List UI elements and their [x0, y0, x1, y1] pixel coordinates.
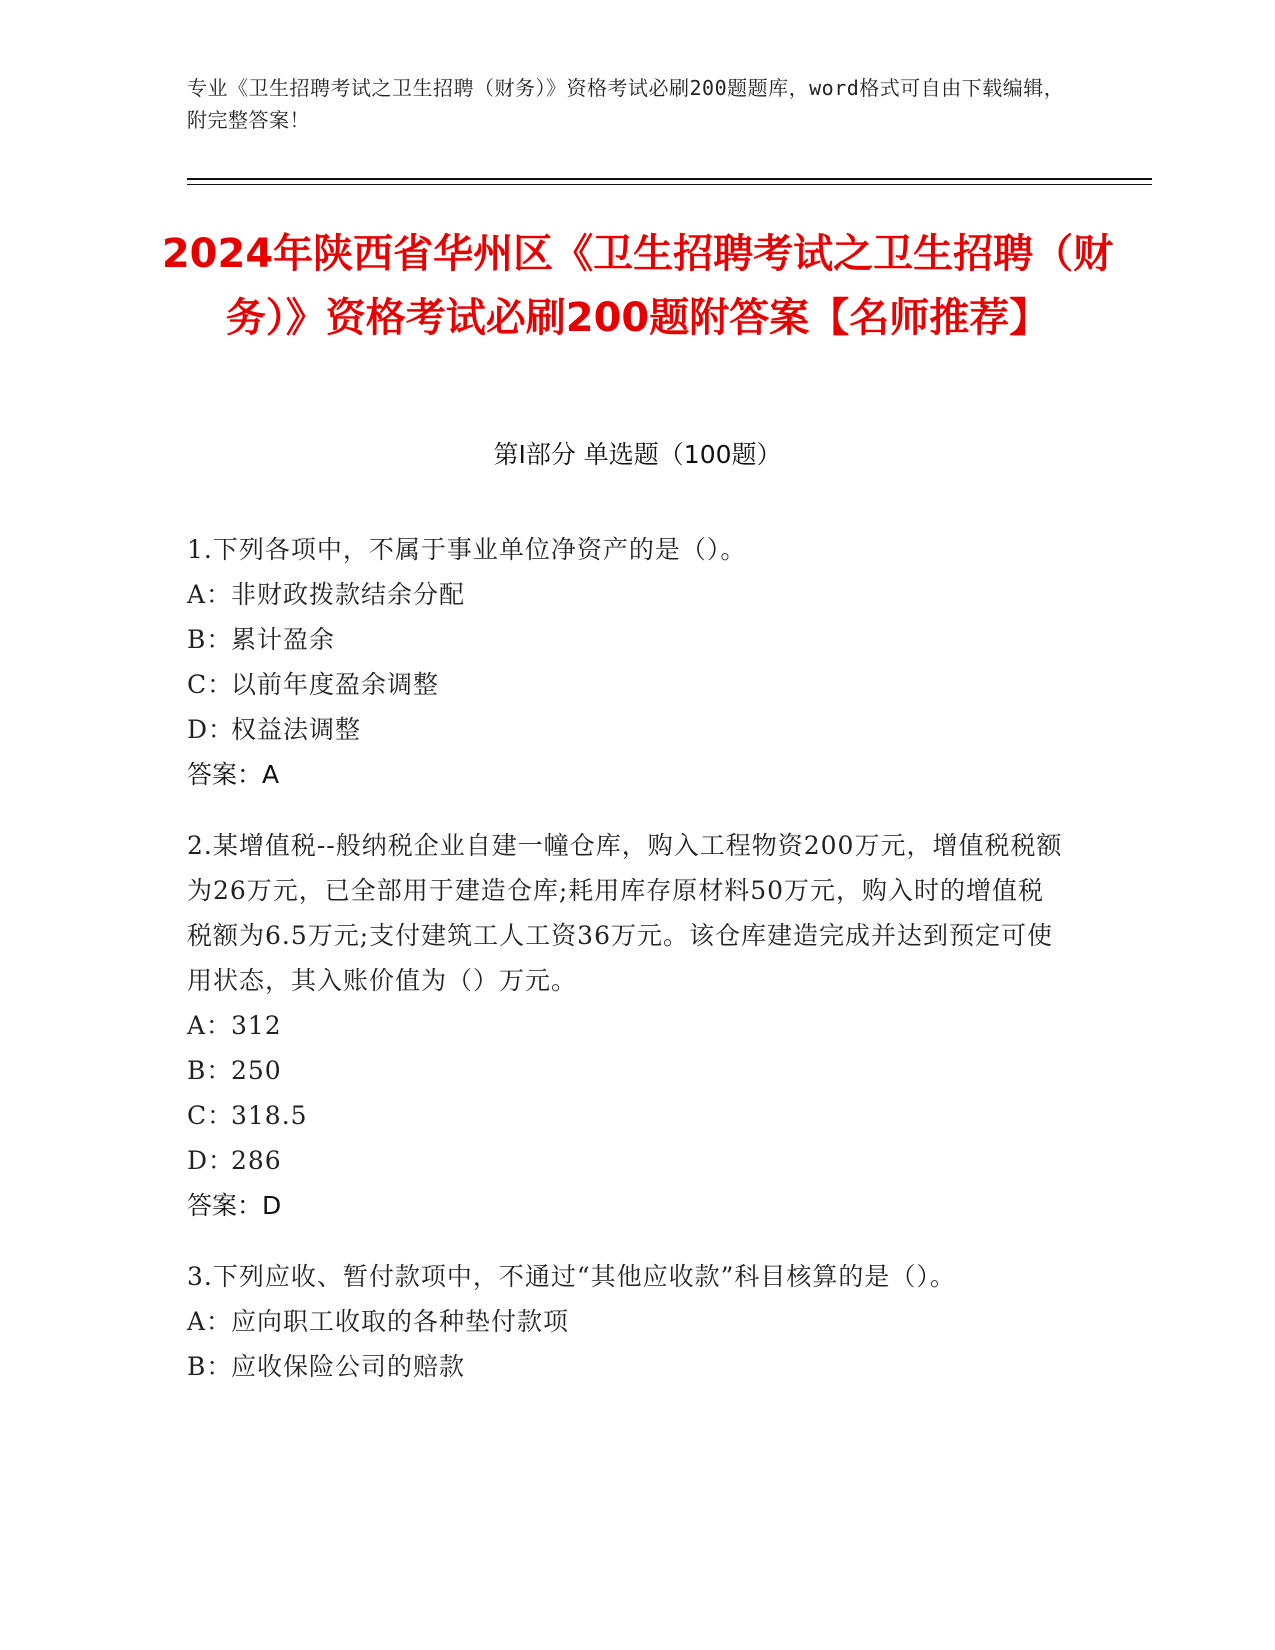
question-3 [187, 1254, 1067, 1389]
option-text: 250 [231, 1056, 282, 1085]
option-key: B： [187, 1352, 233, 1381]
option-key: C： [187, 1101, 234, 1130]
question-2 [187, 823, 1067, 1228]
header-rule-thin [187, 184, 1152, 185]
answer-line: 答案：D [187, 1191, 282, 1220]
option-b [187, 1048, 1067, 1093]
option-text: 以前年度盈余调整 [231, 670, 440, 699]
header-note: 专业《卫生招聘考试之卫生招聘（财务）》资格考试必刷200题题库，word格式可自由下载编辑，附完整答案！ [187, 76, 1065, 132]
option-key: A： [187, 580, 233, 609]
option-d [187, 707, 1067, 752]
option-key: A： [187, 1307, 233, 1336]
option-b [187, 617, 1067, 662]
option-key: D： [187, 715, 235, 744]
option-text: 318.5 [231, 1101, 308, 1130]
option-a [187, 572, 1067, 617]
option-text: 应收保险公司的赔款 [231, 1352, 466, 1381]
option-key: B： [187, 1056, 233, 1085]
option-key: A： [187, 1011, 233, 1040]
option-text: 累计盈余 [231, 625, 336, 654]
option-a [187, 1299, 1067, 1344]
question-list [187, 527, 1067, 1415]
option-text: 非财政拨款结余分配 [231, 580, 466, 609]
answer-line: 答案：A [187, 760, 280, 789]
option-key: C： [187, 670, 234, 699]
option-c [187, 662, 1067, 707]
question-1 [187, 527, 1067, 797]
option-text: 应向职工收取的各种垫付款项 [231, 1307, 570, 1336]
document-title: 2024年陕西省华州区《卫生招聘考试之卫生招聘（财务）》资格考试必刷200题附答案【名师推荐】 [161, 231, 1114, 341]
section-heading: 第I部分 单选题（100题） [493, 440, 782, 469]
option-d [187, 1138, 1067, 1183]
question-stem: 2.某增值税--般纳税企业自建一幢仓库，购入工程物资200万元，增值税税额为26万元，已全部用于建造仓库;耗用库存原材料50万元，购入时的增值税税额为6.5万元;支付建筑工人工资36万元。该仓库建造完成并达到预定可使用状态，其入账价值为（）万元。 [187, 831, 1063, 995]
question-stem: 1.下列各项中，不属于事业单位净资产的是（）。 [187, 535, 747, 564]
option-a [187, 1003, 1067, 1048]
option-b [187, 1344, 1067, 1389]
question-stem: 3.下列应收、暂付款项中，不通过“其他应收款”科目核算的是（）。 [187, 1262, 956, 1291]
option-key: B： [187, 625, 233, 654]
option-text: 权益法调整 [231, 715, 362, 744]
option-c [187, 1093, 1067, 1138]
option-key: D： [187, 1146, 235, 1175]
option-text: 312 [231, 1011, 282, 1040]
option-text: 286 [231, 1146, 282, 1175]
header-rule-thick [187, 178, 1152, 180]
